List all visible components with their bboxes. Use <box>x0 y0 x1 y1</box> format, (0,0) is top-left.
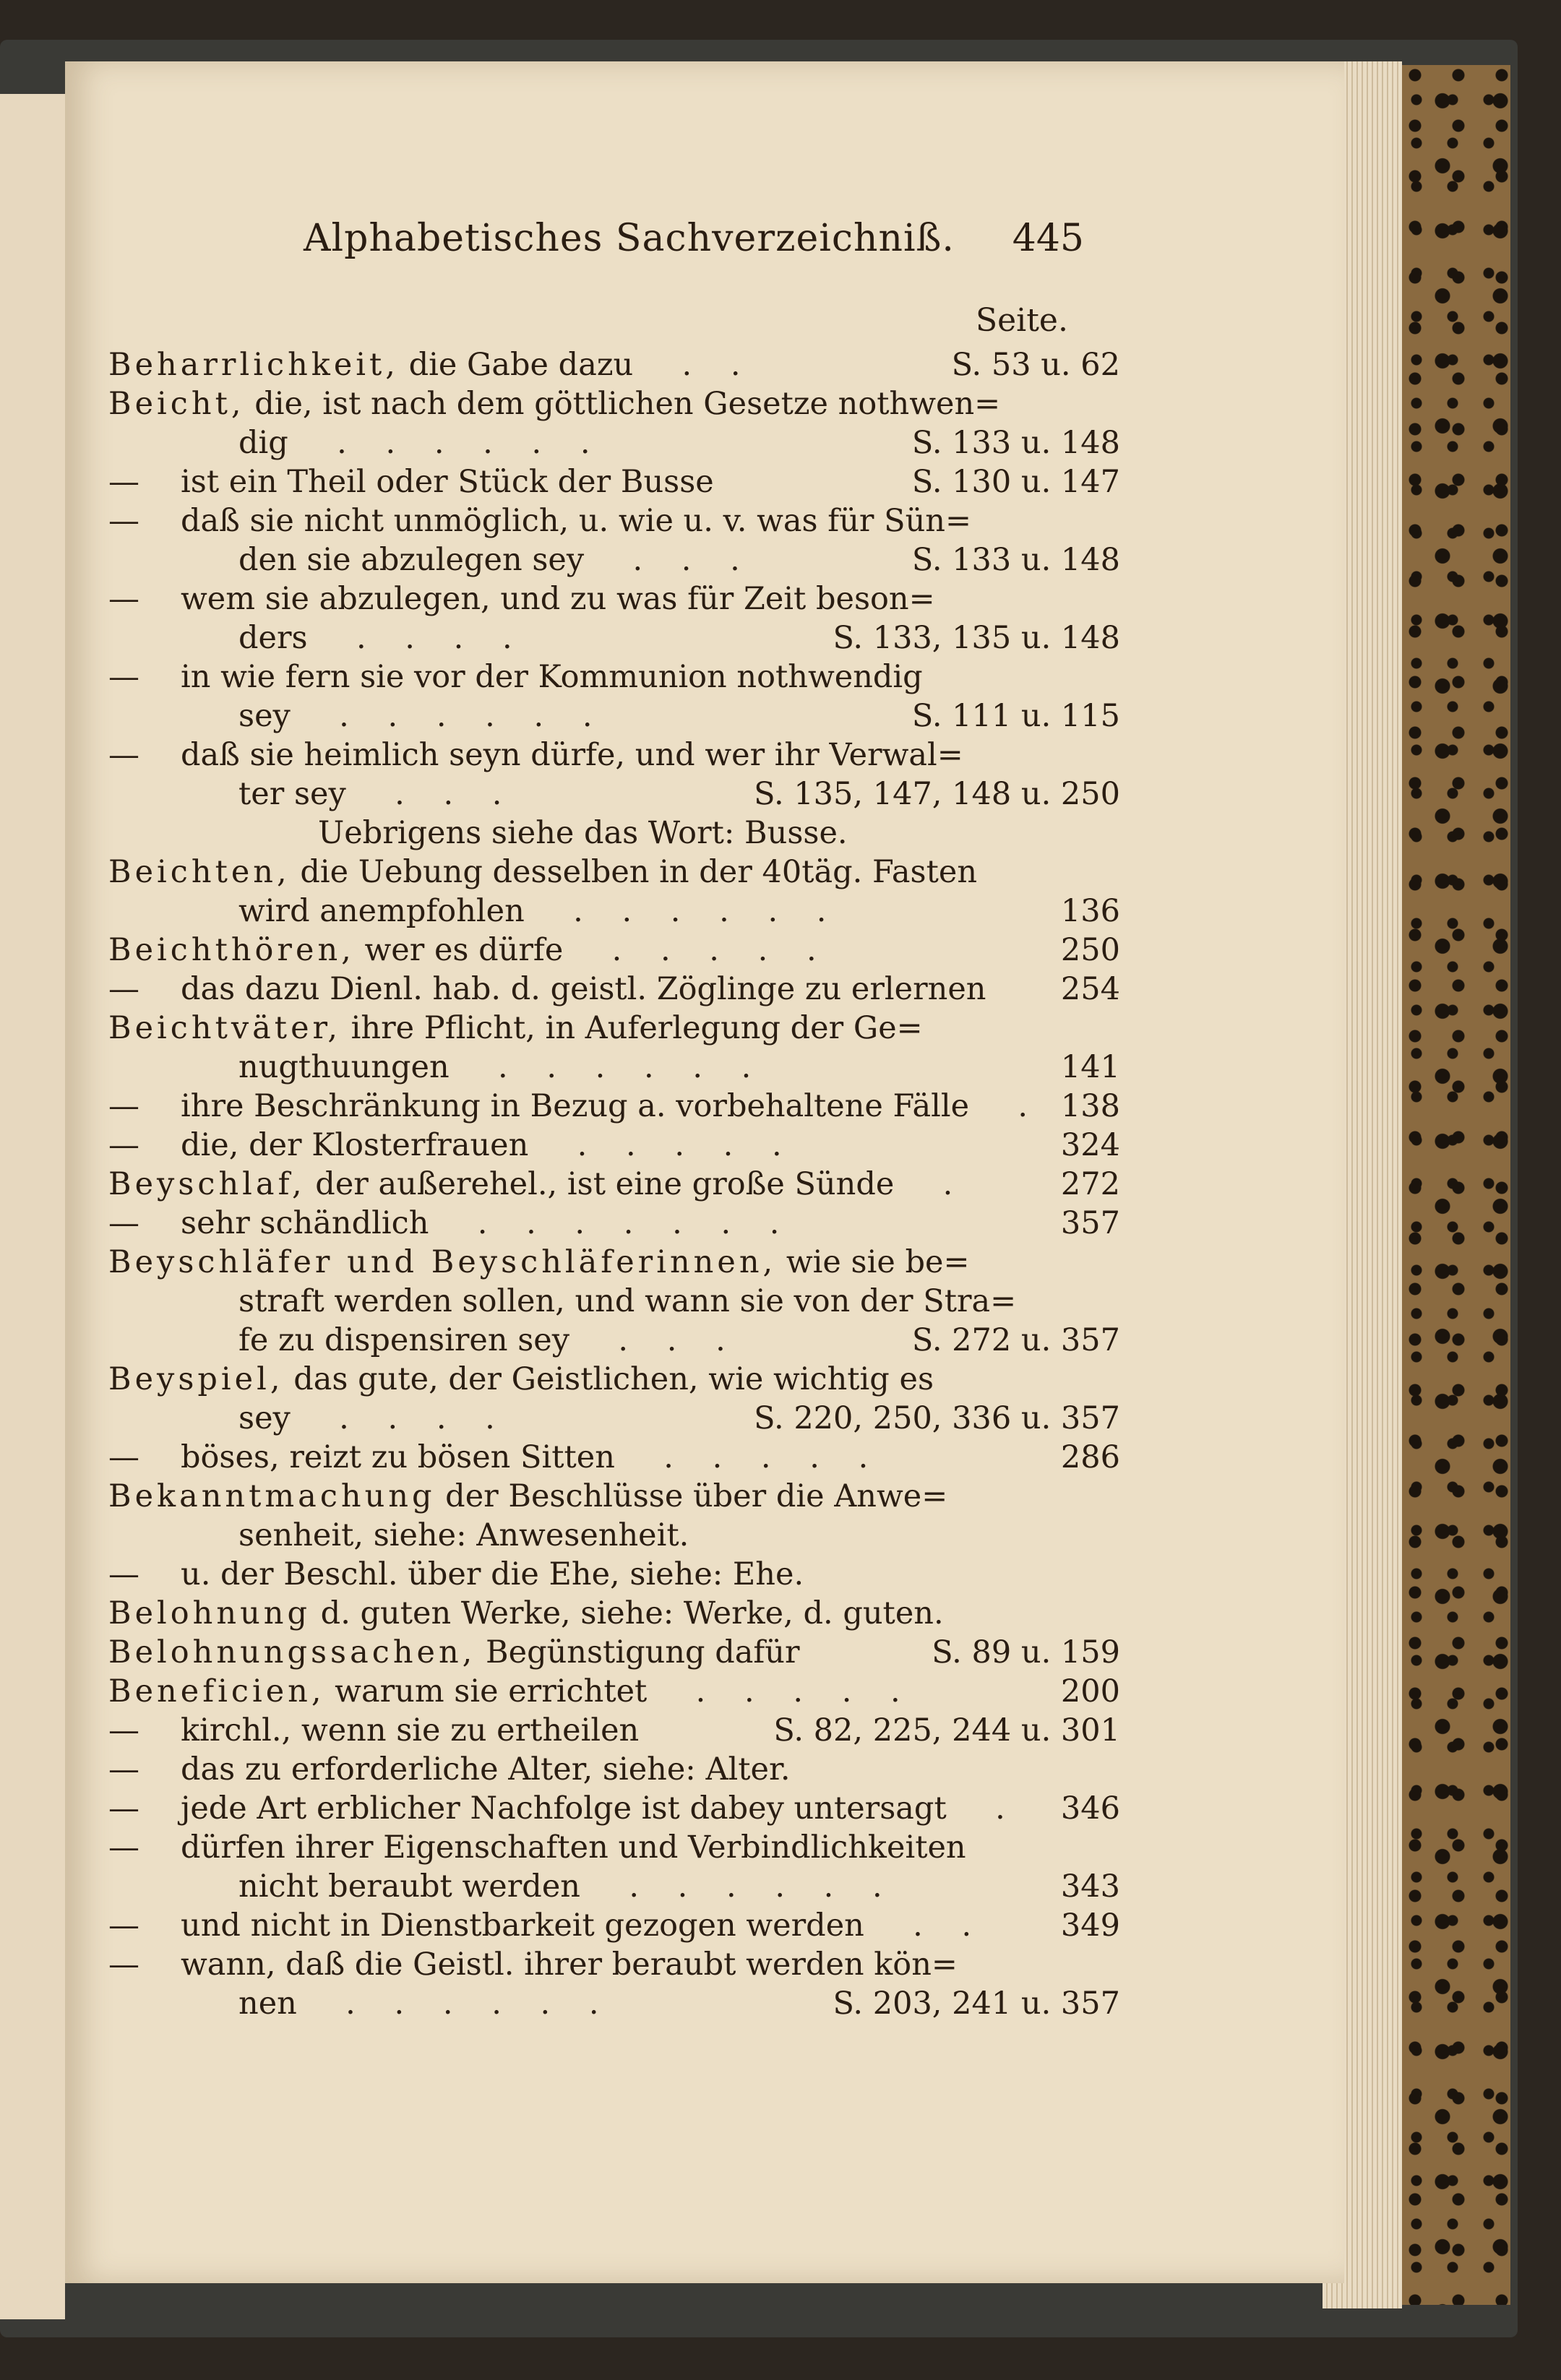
entry-body: Begünstigung dafür <box>476 1634 800 1670</box>
leader-dots: . . . . <box>307 620 527 656</box>
entry-text <box>238 1867 897 1906</box>
index-line <box>108 853 1120 892</box>
page-reference: 357 <box>1060 1205 1120 1241</box>
entry-body: der Beschlüsse über die Anwe= <box>435 1478 948 1514</box>
entry-lemma: Bekanntmachung <box>108 1478 436 1514</box>
index-line <box>108 1867 1120 1906</box>
index-line <box>108 1360 1120 1399</box>
page-reference: 349 <box>1060 1907 1120 1944</box>
entry-body: warum sie errichtet <box>324 1673 648 1709</box>
continuation-dash: — <box>108 1946 139 1983</box>
index-line <box>108 540 1120 579</box>
left-page-edge <box>0 94 65 2319</box>
entry-lemma: Beneficien, <box>108 1673 325 1709</box>
entry-body: das gute, der Geistlichen, wie wichtig es <box>283 1361 934 1397</box>
index-line <box>108 1516 1120 1555</box>
entry-lemma: Beichtväter, <box>108 1010 342 1046</box>
index-line <box>108 931 1120 970</box>
entry-text <box>108 1594 944 1633</box>
page-reference: 141 <box>1060 1049 1120 1085</box>
leader-dots: . . . . . . <box>449 1049 766 1085</box>
leader-dots: . . . . . <box>647 1673 915 1709</box>
leader-dots: . <box>946 1790 1020 1827</box>
continuation-dash: — <box>108 1712 139 1749</box>
entry-text <box>181 736 963 775</box>
index-line <box>108 970 1120 1009</box>
entry-body: das zu erforderliche Alter, siehe: Alter. <box>181 1751 791 1788</box>
continuation-dash: — <box>108 659 139 695</box>
entry-body: den sie abzulegen sey <box>238 542 585 578</box>
entry-text <box>108 1477 947 1516</box>
continuation-dash: — <box>108 1790 139 1827</box>
entry-body: in wie fern sie vor der Kommunion nothwendig <box>181 659 923 695</box>
page-reference: 138 <box>1060 1088 1120 1124</box>
index-line <box>108 1165 1120 1204</box>
entry-text <box>238 892 840 931</box>
leader-dots: . . . . . <box>563 932 831 968</box>
index-entries <box>108 345 1120 2023</box>
entry-text <box>238 775 516 814</box>
entry-text <box>181 1828 966 1867</box>
index-line <box>108 345 1120 384</box>
entry-body: nen <box>238 1986 297 2022</box>
index-line <box>108 462 1120 501</box>
page-reference: S. 82, 225, 244 u. 301 <box>773 1712 1120 1749</box>
entry-lemma: Beharrlichkeit, <box>108 347 399 383</box>
entry-text <box>108 1672 915 1711</box>
page-reference: S. 135, 147, 148 u. 250 <box>754 776 1120 812</box>
continuation-dash: — <box>108 1829 139 1866</box>
index-line <box>108 814 1120 853</box>
leader-dots: . . <box>633 347 755 383</box>
entry-body: und nicht in Dienstbarkeit gezogen werden <box>181 1907 864 1944</box>
entry-body: ter sey <box>238 776 346 812</box>
index-line <box>108 1594 1120 1633</box>
entry-text <box>181 1945 958 1984</box>
entry-body: u. der Beschl. über die Ehe, siehe: Ehe. <box>181 1556 804 1592</box>
entry-text <box>181 1087 1042 1126</box>
index-line <box>108 1750 1120 1789</box>
entry-text <box>238 1516 689 1555</box>
page-reference: S. 53 u. 62 <box>951 347 1120 383</box>
page-header <box>304 217 1084 275</box>
entry-text <box>108 1360 934 1399</box>
leader-dots: . . . . . . <box>524 893 841 929</box>
page-reference: 200 <box>1060 1673 1120 1709</box>
index-line <box>108 1087 1120 1126</box>
index-line <box>108 1399 1120 1438</box>
entry-body: jede Art erblicher Nachfolge ist dabey untersagt <box>181 1790 947 1827</box>
entry-body: daß sie heimlich seyn dürfe, und wer ihr Verwal= <box>181 737 963 773</box>
entry-body: nugthuungen <box>238 1049 450 1085</box>
running-title: Alphabetisches Sachverzeichniß. <box>304 217 955 260</box>
index-line <box>108 1477 1120 1516</box>
entry-text <box>181 501 971 540</box>
entry-text <box>181 462 714 501</box>
entry-body: die Gabe dazu <box>398 347 634 383</box>
page-reference: S. 89 u. 159 <box>932 1634 1120 1670</box>
entry-lemma: Beyschläfer und Beyschläferinnen, <box>108 1244 777 1280</box>
page-reference: 286 <box>1060 1439 1120 1475</box>
entry-body: wann, daß die Geistl. ihrer beraubt werden kön= <box>181 1946 958 1983</box>
entry-lemma: Beichten, <box>108 854 291 890</box>
leader-dots: . <box>894 1166 968 1202</box>
leader-dots: . . . <box>584 542 754 578</box>
entry-text <box>181 1711 639 1750</box>
entry-text <box>238 540 754 579</box>
marbled-edge <box>1402 65 1510 2305</box>
entry-text <box>181 657 923 697</box>
continuation-dash: — <box>108 737 139 773</box>
index-line <box>108 1633 1120 1672</box>
entry-body: wird anempfohlen <box>238 893 525 929</box>
continuation-dash: — <box>108 1088 139 1124</box>
entry-text <box>108 931 831 970</box>
entry-text <box>181 1438 882 1477</box>
leader-dots: . . . . . . <box>288 425 605 461</box>
entry-body: sey <box>238 698 291 734</box>
entry-text <box>108 1165 967 1204</box>
index-line <box>108 1048 1120 1087</box>
page-reference: S. 133, 135 u. 148 <box>833 620 1120 656</box>
index-line <box>108 657 1120 697</box>
index-line <box>108 1711 1120 1750</box>
entry-body: fe zu dispensiren sey <box>238 1322 570 1358</box>
continuation-dash: — <box>108 1751 139 1788</box>
index-line <box>108 1438 1120 1477</box>
page-reference: 324 <box>1060 1127 1120 1163</box>
page-reference: S. 203, 241 u. 357 <box>833 1986 1120 2022</box>
entry-body: nicht beraubt werden <box>238 1868 580 1905</box>
index-line <box>108 892 1120 931</box>
entry-lemma: Beichthören, <box>108 932 355 968</box>
entry-text <box>238 423 605 462</box>
entry-lemma: Belohnungssachen, <box>108 1634 476 1670</box>
leader-dots: . . . <box>569 1322 740 1358</box>
entry-lemma: Beyspiel, <box>108 1361 284 1397</box>
entry-text <box>238 697 607 736</box>
entry-body: kirchl., wenn sie zu ertheilen <box>181 1712 640 1749</box>
entry-body: senheit, siehe: Anwesenheit. <box>238 1517 689 1553</box>
entry-body: die, der Klosterfrauen <box>181 1127 529 1163</box>
continuation-dash: — <box>108 1556 139 1592</box>
index-line <box>108 1204 1120 1243</box>
entry-body: sehr schändlich <box>181 1205 429 1241</box>
continuation-dash: — <box>108 581 139 617</box>
entry-body: böses, reizt zu bösen Sitten <box>181 1439 615 1475</box>
entry-body: ist ein Theil oder Stück der Busse <box>181 464 714 500</box>
entry-body: wie sie be= <box>776 1244 970 1280</box>
page-reference: S. 133 u. 148 <box>911 425 1120 461</box>
entry-text <box>238 1282 1016 1321</box>
index-line <box>108 1321 1120 1360</box>
continuation-dash: — <box>108 464 139 500</box>
leader-dots: . . . . <box>290 1400 509 1436</box>
continuation-dash: — <box>108 1127 139 1163</box>
page-reference: 250 <box>1060 932 1120 968</box>
entry-body: die Uebung desselben in der 40täg. Fasten <box>290 854 978 890</box>
index-line <box>108 736 1120 775</box>
page-reference: S. 130 u. 147 <box>911 464 1120 500</box>
entry-body: wer es dürfe <box>354 932 564 968</box>
index-line <box>108 579 1120 618</box>
leader-dots: . <box>969 1088 1043 1124</box>
continuation-dash: — <box>108 971 139 1007</box>
entry-body: das dazu Dienl. hab. d. geistl. Zöglinge zu erlernen <box>181 971 986 1007</box>
page-reference: 346 <box>1060 1790 1120 1827</box>
continuation-dash: — <box>108 503 139 539</box>
entry-body: dürfen ihrer Eigenschaften und Verbindlichkeiten <box>181 1829 966 1866</box>
index-line <box>108 697 1120 736</box>
entry-body: ihre Pflicht, in Auferlegung der Ge= <box>341 1010 923 1046</box>
page-reference: 343 <box>1060 1868 1120 1905</box>
index-line <box>108 423 1120 462</box>
continuation-dash: — <box>108 1205 139 1241</box>
page-reference: S. 111 u. 115 <box>911 698 1120 734</box>
index-line <box>108 501 1120 540</box>
index-line <box>108 618 1120 657</box>
entry-text <box>238 1048 765 1087</box>
entry-lemma: Beicht, <box>108 386 245 422</box>
entry-text <box>108 1633 800 1672</box>
entry-body: straft werden sollen, und wann sie von der Stra= <box>238 1283 1017 1319</box>
index-line <box>108 1984 1120 2023</box>
entry-body: die, ist nach dem göttlichen Gesetze nothwen= <box>244 386 1001 422</box>
entry-text <box>181 1789 1020 1828</box>
leader-dots: . . . . . <box>614 1439 883 1475</box>
index-line <box>108 1828 1120 1867</box>
page-reference: 254 <box>1060 971 1120 1007</box>
index-line <box>108 1672 1120 1711</box>
entry-text <box>238 1399 509 1438</box>
entry-body: ihre Beschränkung in Bezug a. vorbehaltene Fälle <box>181 1088 970 1124</box>
leader-dots: . . . . . . <box>290 698 607 734</box>
entry-text <box>181 1906 986 1945</box>
entry-lemma: Beyschlaf, <box>108 1166 306 1202</box>
page-number: 445 <box>1012 217 1084 260</box>
column-label: Seite. <box>976 302 1068 339</box>
entry-body: daß sie nicht unmöglich, u. wie u. v. was für Sün= <box>181 503 972 539</box>
page-reference: S. 272 u. 357 <box>911 1322 1120 1358</box>
leader-dots: . . <box>864 1907 986 1944</box>
entry-text <box>108 1243 969 1282</box>
index-line <box>108 1009 1120 1048</box>
entry-text <box>108 853 977 892</box>
entry-body: sey <box>238 1400 291 1436</box>
index-line <box>108 1282 1120 1321</box>
continuation-dash: — <box>108 1439 139 1475</box>
index-line <box>108 384 1120 423</box>
entry-text <box>181 1126 796 1165</box>
entry-body: d. guten Werke, siehe: Werke, d. guten. <box>311 1595 944 1631</box>
entry-text <box>238 1984 614 2023</box>
page-reference: 272 <box>1060 1166 1120 1202</box>
entry-body: dig <box>238 425 288 461</box>
entry-text <box>181 970 986 1009</box>
entry-text <box>238 618 527 657</box>
entry-body: Uebrigens siehe das Wort: Busse. <box>318 815 848 851</box>
leader-dots: . . . . . . . <box>429 1205 794 1241</box>
entry-text <box>181 1204 794 1243</box>
entry-text <box>181 1750 791 1789</box>
entry-lemma: Belohnung <box>108 1595 311 1631</box>
entry-text <box>108 1009 923 1048</box>
index-line <box>108 1906 1120 1945</box>
entry-text <box>108 384 1000 423</box>
entry-text <box>181 579 935 618</box>
leader-dots: . . . . . . <box>580 1868 897 1905</box>
index-line <box>108 1555 1120 1594</box>
entry-body: ders <box>238 620 308 656</box>
entry-body: wem sie abzulegen, und zu was für Zeit beson= <box>181 581 935 617</box>
leader-dots: . . . . . <box>528 1127 796 1163</box>
entry-text <box>108 345 755 384</box>
index-line <box>108 1789 1120 1828</box>
index-line <box>108 775 1120 814</box>
leader-dots: . . . <box>345 776 517 812</box>
page-reference: 136 <box>1060 893 1120 929</box>
continuation-dash: — <box>108 1907 139 1944</box>
page-reference: S. 133 u. 148 <box>911 542 1120 578</box>
entry-body: der außerehel., ist eine große Sünde <box>305 1166 895 1202</box>
entry-text <box>238 1321 740 1360</box>
index-line <box>108 1243 1120 1282</box>
page-reference: S. 220, 250, 336 u. 357 <box>754 1400 1120 1436</box>
index-line <box>108 1126 1120 1165</box>
entry-text <box>318 814 848 853</box>
index-line <box>108 1945 1120 1984</box>
entry-text <box>181 1555 804 1594</box>
leader-dots: . . . . . . <box>296 1986 614 2022</box>
